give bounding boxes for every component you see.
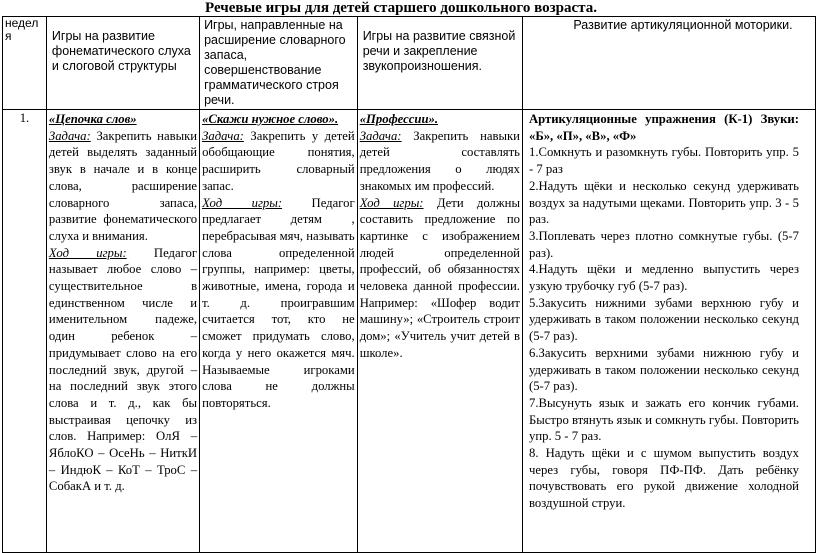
task-text: Закрепить навыки детей выделять заданный звук в начале и в конце слова, расширение словарного запаса, развитие фонематического слуха и внимания. [48,128,198,243]
task-text: Закрепить у детей обобщающие понятия, расширить словарный запас. [202,128,355,193]
play-text: Дети должны составить предложение по картинке с изображением людей определенной профессий, об обязанностях человека данной профессии. Например: «Шофер водит машину»; «Строитель строит дом»; «Учитель учит детей в школе». [359,195,520,360]
header-articulation [522,17,815,110]
cell-articulation-exercises [522,110,815,553]
week-number [3,110,47,553]
table-row [3,110,816,553]
play-label: Ход игры: [359,195,424,210]
game-title: «Скажи нужное слово». [202,112,339,126]
game-title: «Профессии». [359,112,439,126]
exercise-item: 8. Надуть щёки и с шумом выпустить воздух через губы, говоря ПФ-ПФ. Дать ребёнку почувствовать его рукой движение холодной воздушной струи. [528,446,799,511]
exercise-item: 6.Закусить верхними зубами нижнюю губу и удерживать в таком положении несколько секунд (5-7 раз). [528,345,799,394]
task-label: Задача: [48,128,91,143]
week-number-text: 1. [19,111,30,125]
games-table [2,16,816,553]
header-coherent-speech-text: Игры на развитие связной речи и закрепление звукопроизношения. [362,29,516,73]
exercise-item: 4.Надуть щёки и медленно выпустить через узкую трубочку губ (5-7 раз). [528,262,799,294]
header-phonemic [46,17,199,110]
exercise-item: 3.Поплевать через плотно сомкнутые губы. (5-7 раз). [528,228,799,260]
header-coherent-speech [357,17,522,110]
header-vocabulary-text: Игры, направленные на расширение словарного запаса, совершенствование грамматического строя речи. [204,18,346,107]
play-text: Педагог предлагает детям , перебрасывая мяч, называть слова определенной группы, например: цветы, животные, имена, города и т. д. проигравшим считается тот, кто не сможет придумать слово, когда у него окажется мяч. Называемые игроками слова не должны повторяться. [202,195,355,410]
exercise-item: 2.Надуть щёки и несколько секунд удерживать воздух за надутыми щеками. Повторить упр. 3 - 5 раз. [528,178,799,227]
cell-vocabulary-game [200,110,358,553]
header-vocabulary [200,17,358,110]
exercise-item: 5.Закусить нижними зубами верхнюю губу и удерживать в таком положении несколько секунд (5-7 раз). [528,295,799,344]
cell-coherent-speech-game [357,110,522,553]
play-text: Педагог называет любое слово – существительное в единственном числе и именительном падеже, один ребенок – придумывает слово на его последний звук, другой – на последний звук этого слова и т. д., как бы выстраивая цепочку из слов. Например: ОлЯ – ЯблоКО – ОсеНь – НиткИ – ИндюК – КоТ – ТроС – СобакА и т. д. [48,245,198,494]
header-articulation-text: Развитие артикуляционной моторики. [573,18,793,32]
exercise-item: 7.Высунуть язык и зажать его кончик губами. Быстро втянуть язык и сомкнуть губы. Повторить упр. 5 - 7 раз. [528,395,799,444]
header-week-text: недел я [5,16,39,43]
task-text: Закрепить навыки детей составлять предложения о людях знакомых им профессий. [359,128,520,193]
play-label: Ход игры: [202,195,283,210]
header-phonemic-text: Игры на развитие фонематического слуха и слоговой структуры [51,29,191,73]
header-week [3,17,47,110]
exercise-item: 1.Сомкнуть и разомкнуть губы. Повторить упр. 5 - 7 раз [528,145,799,177]
exercise-heading: Артикуляционные упражнения (К-1) Звуки: «Б», «П», «В», «Ф» [528,112,799,143]
task-label: Задача: [359,128,402,143]
header-row [3,17,816,110]
page-title: Речевые игры для детей старшего дошкольного возраста. [205,0,597,16]
cell-phonemic-game [46,110,199,553]
task-label: Задача: [202,128,244,143]
game-title: «Цепочка слов» [48,112,137,126]
play-label: Ход игры: [48,245,127,260]
